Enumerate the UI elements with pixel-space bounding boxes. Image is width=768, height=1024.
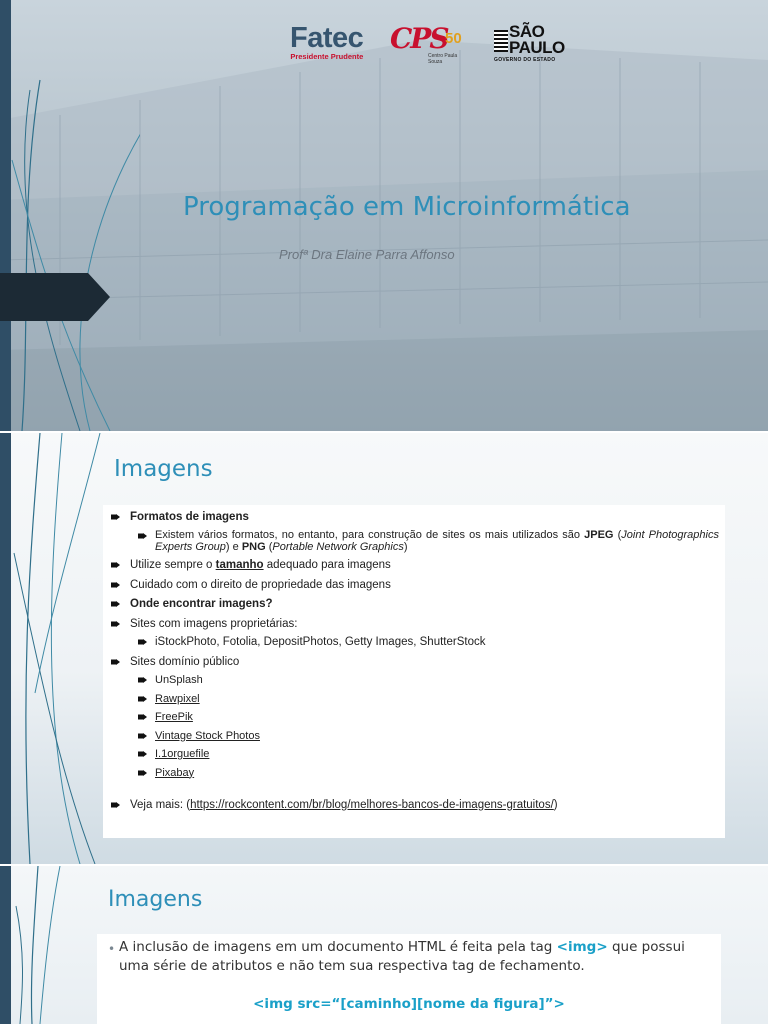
tamanho-emphasis: tamanho: [215, 559, 264, 571]
arrow-bullet-icon: [138, 770, 147, 776]
bullet-text: iStockPhoto, Fotolia, DepositPhotos, Getty Images, ShutterStock: [155, 636, 486, 648]
list-item: [111, 729, 719, 743]
jpeg-label: JPEG: [584, 528, 614, 541]
slide-title: Imagens: [114, 456, 213, 482]
imagens-slide-2: [0, 866, 768, 1024]
list-item: [111, 597, 719, 611]
arrow-bullet-icon: [138, 751, 147, 757]
left-accent-bar: [0, 0, 11, 431]
slide-subtitle: Profª Dra Elaine Parra Affonso: [279, 247, 455, 262]
link-freepik[interactable]: FreePik: [155, 711, 193, 723]
slide-title: Programação em Microinformática: [183, 192, 631, 222]
arrow-bullet-icon: [111, 562, 120, 568]
arrow-bullet-icon: [138, 639, 147, 645]
bullet-text: ): [403, 540, 408, 553]
sao-paulo-line2: PAULO: [509, 38, 565, 57]
png-full-name: Portable Network Graphics: [272, 540, 404, 553]
link-vintage-stock-photos[interactable]: Vintage Stock Photos: [155, 729, 260, 742]
bullet-text: Formatos de imagens: [130, 511, 249, 523]
cps-logo: [390, 24, 470, 64]
arrow-bullet-icon: [138, 714, 147, 720]
list-item: [111, 578, 719, 592]
bullet-text: Utilize sempre o: [130, 559, 216, 571]
bullet-text: ) e: [225, 540, 242, 553]
arrow-bullet-icon: [111, 601, 120, 607]
bullet-text: Onde encontrar imagens?: [130, 598, 273, 610]
arrow-bullet-icon: [111, 621, 120, 627]
arrow-bullet-icon: [138, 696, 147, 702]
sao-paulo-logo-word: [509, 24, 565, 56]
arrow-bullet-icon: [138, 533, 147, 539]
bullet-text: Cuidado com o direito de propriedade das imagens: [130, 578, 391, 591]
content-box: [103, 505, 725, 838]
list-item: [111, 510, 719, 524]
link-morguefile[interactable]: I.1orguefile: [155, 748, 210, 760]
dot-bullet-icon: •: [108, 942, 116, 956]
list-item: [111, 617, 719, 631]
link-rawpixel[interactable]: Rawpixel: [155, 692, 200, 705]
cps-logo-word: CPS: [390, 22, 448, 55]
left-accent-bar: [0, 866, 11, 1024]
imagens-slide-1: [0, 433, 768, 864]
paragraph: [103, 938, 715, 976]
cps-logo-sub: Centro Paula Souza: [428, 53, 458, 65]
sao-paulo-logo-sub: GOVERNO DO ESTADO: [494, 57, 556, 63]
arrow-bullet-icon: [111, 514, 120, 520]
list-item: [111, 529, 719, 553]
title-slide: [0, 0, 768, 431]
bullet-text: ): [553, 798, 558, 811]
fatec-logo-word: Fatec: [290, 22, 364, 54]
arrow-bullet-icon: [138, 677, 147, 683]
png-label: PNG: [241, 540, 266, 553]
list-item: [111, 710, 719, 724]
arrow-bullet-icon: [138, 733, 147, 739]
img-tag-highlight: <img>: [556, 939, 608, 955]
list-item: [111, 766, 719, 780]
fatec-logo-sub: Presidente Prudente: [290, 52, 364, 61]
jpeg-full-name: Joint Photographics Experts Group: [155, 528, 719, 553]
arrow-bullet-icon: [111, 802, 120, 808]
paragraph-text: que possui uma série de atributos e não tem sua respectiva tag de fechamento.: [119, 939, 685, 974]
sao-paulo-line1: SÃO: [509, 22, 545, 41]
bullet-text: Sites com imagens proprietárias:: [130, 617, 298, 630]
logos-row: [290, 22, 565, 65]
list-item: [111, 692, 719, 706]
paragraph-text: A inclusão de imagens em um documento HTML é feita pela tag: [119, 939, 557, 955]
list-item: [111, 673, 719, 687]
sao-paulo-logo: [494, 22, 565, 64]
site-unsplash: UnSplash: [155, 674, 203, 686]
list-item: [111, 798, 719, 812]
code-example: <img src=“[caminho][nome da figura]”>: [253, 996, 565, 1012]
link-pixabay[interactable]: Pixabay: [155, 766, 195, 779]
link-rockcontent[interactable]: https://rockcontent.com/br/blog/melhores-bancos-de-imagens-gratuitos/: [190, 798, 554, 811]
bullet-text: Sites domínio público: [130, 655, 240, 668]
arrow-bullet-icon: [111, 659, 120, 665]
list-item: [111, 747, 719, 761]
arrow-bullet-icon: [111, 582, 120, 588]
list-item: [111, 655, 719, 669]
cps-logo-years: 50: [445, 30, 462, 47]
fatec-logo: [290, 22, 363, 61]
sao-paulo-flag-icon: [494, 30, 508, 52]
bullet-text: (: [265, 540, 273, 553]
arrow-tag-decoration: [0, 273, 110, 321]
left-accent-bar: [0, 433, 11, 864]
slide-title: Imagens: [108, 887, 203, 912]
list-item: [111, 558, 719, 572]
bullet-text: adequado para imagens: [263, 559, 391, 571]
bullet-text: Existem vários formatos, no entanto, para construção de sites os mais utilizados são: [155, 528, 585, 541]
bullet-text: (: [613, 528, 622, 541]
content-box: [97, 934, 721, 1024]
list-item: [111, 635, 719, 649]
bullet-text: Veja mais: (: [130, 798, 191, 811]
